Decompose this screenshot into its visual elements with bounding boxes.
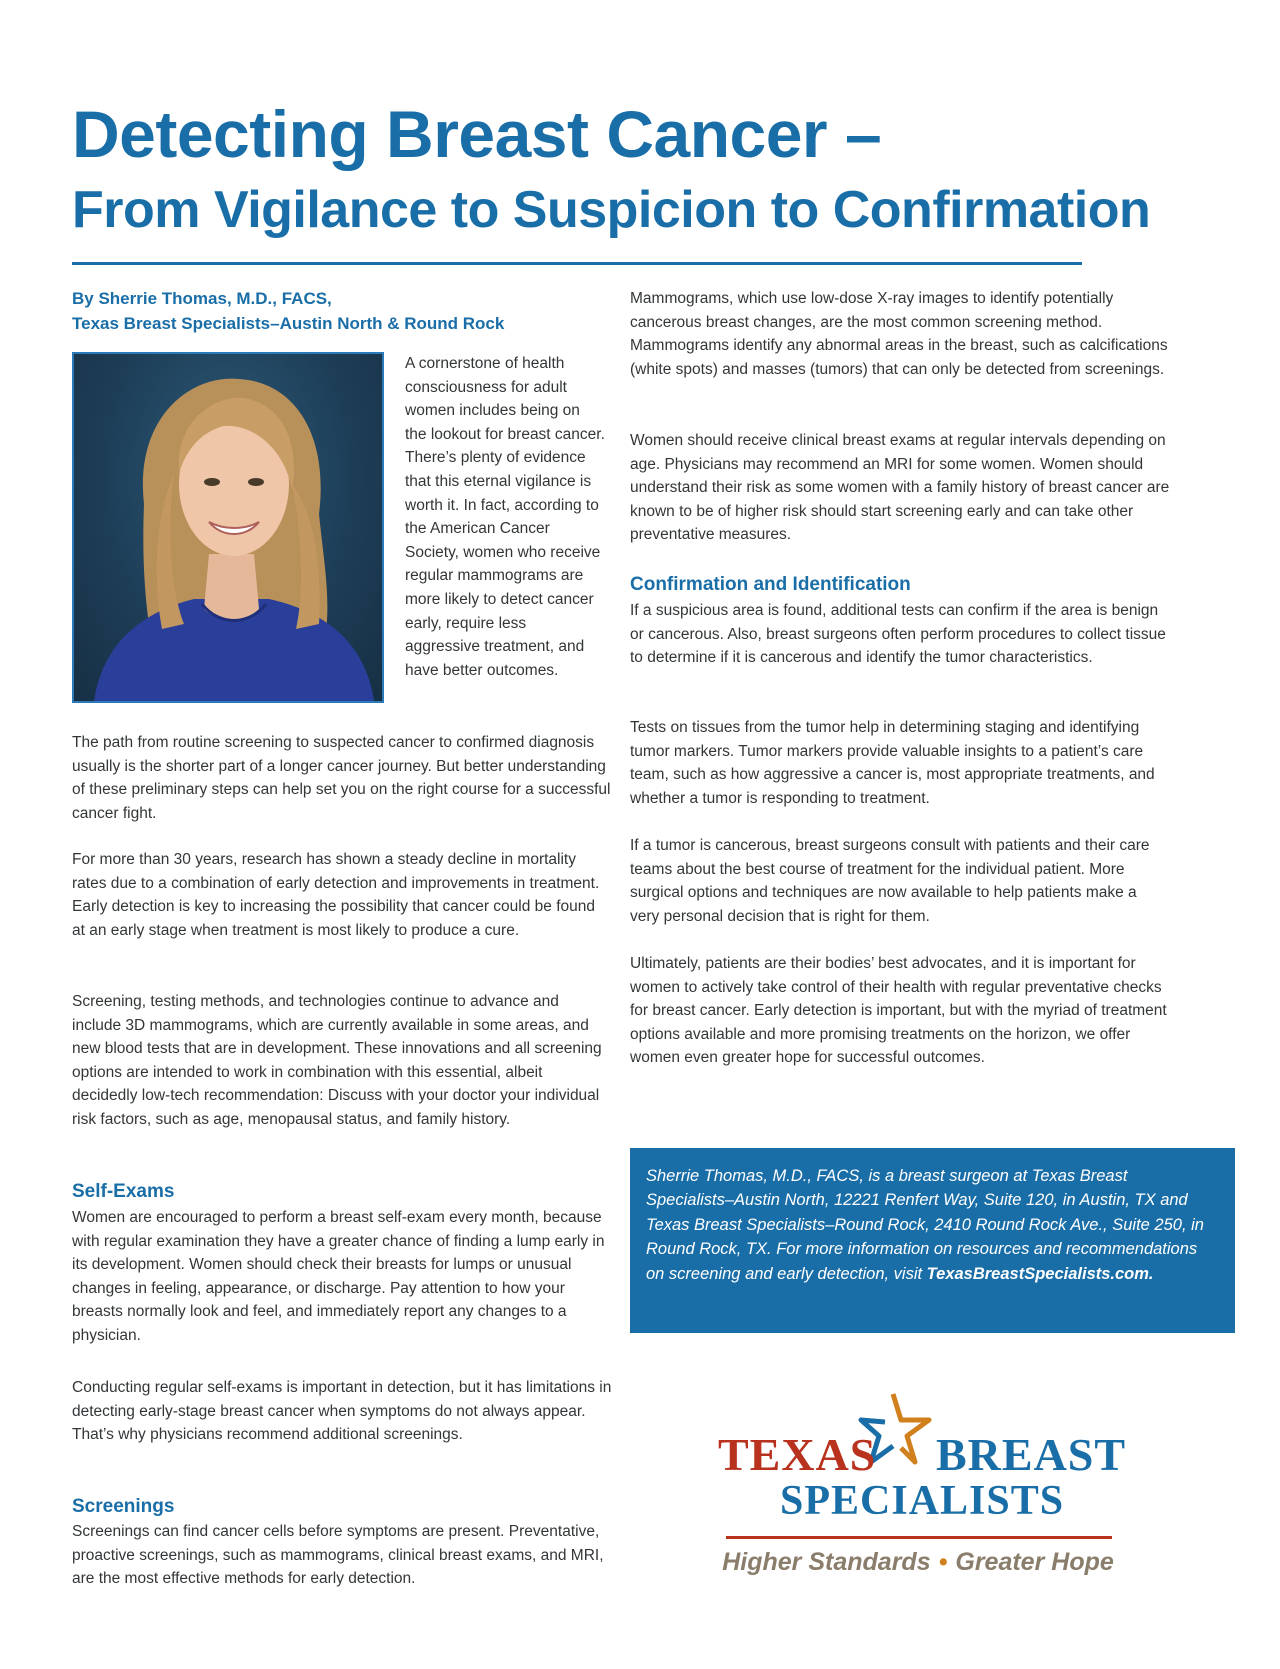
byline-author: By Sherrie Thomas, M.D., FACS, (72, 289, 332, 308)
left-paragraph-4: Women are encouraged to perform a breast self-exam every month, because with regular examination they have a greater chance of finding a lump early in its development. Women should check their breasts for lumps or unusual changes in feeling, appearance, or discharge. Pay attention to how your breasts normally look and feel, and immediately report any changes to a physician. (72, 1209, 605, 1344)
author-portrait-illustration (74, 354, 382, 701)
right-paragraph-1: Mammograms, which use low-dose X-ray images to identify potentially cancerous breast changes, are the most common screening method. Mammograms identify any abnormal areas in the breast, such as calcifications (white spots) and masses (tumors) that can only be detected from screenings. (630, 290, 1168, 378)
page-title: Detecting Breast Cancer – (72, 97, 882, 171)
author-bio-text (646, 1164, 1219, 1286)
screenings-heading: Screenings (72, 1496, 175, 1517)
logo-word-specialists: SPECIALISTS (780, 1478, 1065, 1524)
tagline-separator: • (938, 1548, 948, 1576)
logo-word-breast: BREAST (936, 1429, 1127, 1480)
right-paragraph-3: If a suspicious area is found, additional tests can confirm if the area is benign or cancerous. Also, breast surgeons often perform procedures to collect tissue to determine if it is cancerous and identify the tumor characteristics. (630, 602, 1166, 667)
right-paragraph-6: Ultimately, patients are their bodies’ best advocates, and it is important for women to actively take control of their health with regular preventative checks for breast cancer. Early detection is important, but with the myriad of treatment options available and more promising treatments on the horizon, we offer women even greater hope for successful outcomes. (630, 955, 1167, 1067)
self-exams-heading: Self-Exams (72, 1181, 175, 1202)
left-paragraph-5: Conducting regular self-exams is important in detection, but it has limitations in detecting early-stage breast cancer when symptoms do not always appear. That’s why physicians recommend additional screenings. (72, 1379, 612, 1444)
right-paragraph-2: Women should receive clinical breast exams at regular intervals depending on age. Physicians may recommend an MRI for some women. Women should understand their risk as some women with a family history of breast cancer are known to be of higher risk should start screening early and can take other preventative measures. (630, 432, 1170, 544)
author-bio-body: Sherrie Thomas, M.D., FACS, is a breast surgeon at Texas Breast Specialists–Austin North, 12221 Renfert Way, Suite 120, in Austin, TX and Texas Breast Specialists–Round Rock, 2410 Round Rock Ave., Suite 250, in Round Rock, TX. For more information on resources and recommendations on screening and early detection, visit (646, 1167, 1204, 1283)
right-paragraph-5: If a tumor is cancerous, breast surgeons consult with patients and their care teams about the best course of treatment for the individual patient. More surgical options and techniques are now available to help patients make a very personal decision that is right for them. (630, 837, 1150, 925)
right-paragraph-4: Tests on tissues from the tumor help in determining staging and identifying tumor markers. Tumor markers provide valuable insights to a patient’s care team, such as how aggressive a cancer is, most appropriate treatments, and whether a tumor is responding to treatment. (630, 719, 1155, 807)
texas-breast-specialists-logo (718, 1390, 1127, 1590)
logo-underline (726, 1536, 1112, 1539)
left-paragraph-3: Screening, testing methods, and technologies continue to advance and include 3D mammograms, which are currently available in some areas, and new blood tests that are in development. These innovations and all screening options are intended to work in combination with this essential, albeit decidedly low-tech recommendation: Discuss with your doctor your individual risk factors, such as age, menopausal status, and family history. (72, 993, 602, 1128)
page-subtitle: From Vigilance to Suspicion to Confirmation (72, 181, 1151, 239)
logo-tagline (718, 1548, 1118, 1577)
intro-paragraph: A cornerstone of health consciousness for adult women includes being on the lookout for breast cancer. There’s plenty of evidence that this eternal vigilance is worth it. In fact, according to the American Cancer Society, women who receive regular mammograms are more likely to detect cancer early, require less aggressive treatment, and have better outcomes. (405, 355, 605, 679)
byline (72, 286, 612, 336)
author-photo (72, 352, 384, 703)
title-divider (72, 262, 1082, 265)
byline-affiliation: Texas Breast Specialists–Austin North & Round Rock (72, 314, 505, 333)
left-paragraph-1: The path from routine screening to suspected cancer to confirmed diagnosis usually is the shorter part of a longer cancer journey. But better understanding of these preliminary steps can help set you on the right course for a successful cancer fight. (72, 734, 611, 822)
logo-word-texas: TEXAS (718, 1429, 877, 1480)
tagline-part-2: Greater Hope (955, 1548, 1114, 1576)
website-link[interactable]: TexasBreastSpecialists.com. (926, 1264, 1154, 1283)
left-paragraph-2: For more than 30 years, research has shown a steady decline in mortality rates due to a combination of early detection and improvements in treatment. Early detection is key to increasing the possibility that cancer could be found at an early stage when treatment is most likely to produce a cure. (72, 851, 600, 939)
left-paragraph-6: Screenings can find cancer cells before symptoms are present. Preventative, proactive screenings, such as mammograms, clinical breast exams, and MRI, are the most effective methods for early detection. (72, 1523, 604, 1588)
author-bio-box (630, 1148, 1235, 1333)
tagline-part-1: Higher Standards (722, 1548, 931, 1576)
confirmation-heading: Confirmation and Identification (630, 574, 911, 595)
